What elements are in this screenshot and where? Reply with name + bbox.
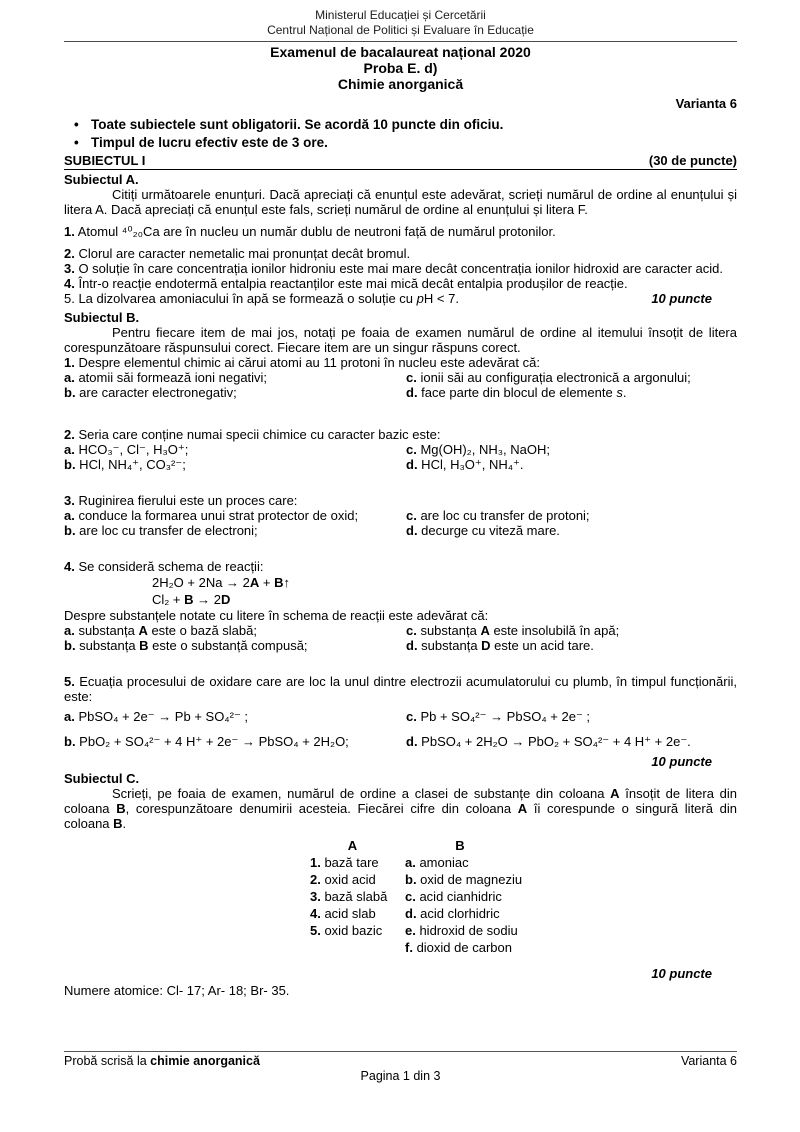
question-4-stem: 4. Se consideră schema de reacții:: [64, 559, 264, 574]
statement-5: 5. La dizolvarea amoniacului în apă se formează o soluție cu pH < 7.: [64, 291, 459, 306]
part-b-points: 10 puncte: [651, 754, 712, 769]
question-1-option-d: d. face parte din blocul de elemente s.: [406, 385, 627, 400]
probe-label: Proba E. d): [363, 60, 438, 76]
question-2-stem: 2. Seria care conține numai specii chimice cu caracter bazic este:: [64, 427, 441, 442]
footer-left: Probă scrisă la chimie anorganică: [64, 1054, 260, 1068]
center-name: Centrul Național de Politici și Evaluare în Educație: [267, 23, 534, 37]
section-1-title: SUBIECTUL I: [64, 153, 146, 168]
page-footer: [64, 1051, 737, 1084]
question-5-option-a: a. PbSO₄ + 2e⁻ → Pb + SO₄²⁻ ;: [64, 709, 249, 724]
match-column-a-header: A: [347, 838, 358, 853]
question-1-stem: 1. Despre elementul chimic ai cărui atomi au 11 protoni în nucleu este adevărat că:: [64, 355, 540, 370]
match-a-item-1: 1. bază tare: [310, 855, 379, 870]
question-1-option-c: c. ionii săi au configurația electronică a argonului;: [406, 370, 691, 385]
question-4-option-b: b. substanța B este o substanță compusă;: [64, 638, 308, 653]
footer-variant: Varianta 6: [680, 1054, 737, 1068]
match-column-b-header: B: [455, 838, 465, 853]
match-table: [310, 837, 737, 956]
part-b-intro: Pentru fiecare item de mai jos, notați pe foaia de examen numărul de ordine al itemului însoțit de litera corespunzătoare răspunsului corect. Fiecare item are un singur răspuns corect.: [64, 325, 737, 355]
question-5: [64, 674, 737, 769]
instruction-bullet-2: • Timpul de lucru efectiv este de 3 ore.: [64, 134, 737, 152]
question-2-option-b: b. HCl, NH₄⁺, CO₃²⁻;: [64, 457, 186, 472]
question-3-options: [64, 508, 737, 538]
match-b-item-f: f. dioxid de carbon: [405, 940, 512, 955]
part-b-title: Subiectul B.: [64, 310, 140, 325]
question-5-option-d: d. PbSO₄ + 2H₂O → PbO₂ + SO₄²⁻ + 4 H⁺ + 2e⁻.: [406, 734, 691, 749]
general-instructions: [64, 116, 737, 152]
question-5-options: [64, 704, 737, 754]
match-a-item-5: 5. oxid bazic: [310, 923, 383, 938]
statement-5-row: [64, 291, 737, 306]
question-2-option-a: a. HCO₃⁻, Cl⁻, H₃O⁺;: [64, 442, 189, 457]
question-3-option-d: d. decurge cu viteză mare.: [406, 523, 560, 538]
match-column-a: [310, 837, 405, 956]
ministry-name: Ministerul Educației și Cercetării: [315, 8, 486, 22]
part-c-points: 10 puncte: [651, 966, 712, 981]
question-2: [64, 427, 737, 472]
question-3-option-a: a. conduce la formarea unui strat protector de oxid;: [64, 508, 359, 523]
match-b-item-a: a. amoniac: [405, 855, 469, 870]
statement-1: 1. Atomul ⁴⁰₂₀Ca are în nucleu un număr dublu de neutroni față de numărul protonilor.: [64, 224, 556, 239]
question-5-option-c: c. Pb + SO₄²⁻ → PbSO₄ + 2e⁻ ;: [406, 709, 591, 724]
question-4: [64, 559, 737, 653]
section-1-points: (30 de puncte): [648, 153, 737, 168]
match-b-item-c: c. acid cianhidric: [405, 889, 502, 904]
part-c-points-row: [64, 966, 737, 981]
question-4-option-a: a. substanța A este o bază slabă;: [64, 623, 257, 638]
question-1-option-a: a. atomii săi formează ioni negativi;: [64, 370, 268, 385]
footer-page-number: Pagina 1 din 3: [360, 1069, 441, 1083]
match-a-item-3: 3. bază slabă: [310, 889, 388, 904]
question-3-option-b: b. are loc cu transfer de electroni;: [64, 523, 258, 538]
match-a-item-4: 4. acid slab: [310, 906, 376, 921]
question-1-options: [64, 370, 737, 400]
question-2-option-c: c. Mg(OH)₂, NH₃, NaOH;: [406, 442, 550, 457]
exam-title: Examenul de bacalaureat național 2020: [270, 44, 531, 60]
question-2-option-d: d. HCl, H₃O⁺, NH₄⁺.: [406, 457, 524, 472]
part-a-points: 10 puncte: [651, 291, 712, 306]
question-1: [64, 355, 737, 400]
match-b-item-b: b. oxid de magneziu: [405, 872, 523, 887]
question-3-option-c: c. are loc cu transfer de protoni;: [406, 508, 590, 523]
question-4-note: Despre substanțele notate cu litere în schema de reacții este adevărat că:: [64, 608, 489, 623]
reaction-equation-1: 2H₂O + 2Na → 2A + B↑: [152, 575, 291, 590]
part-a-intro: Citiți următoarele enunțuri. Dacă apreciați că enunțul este adevărat, scrieți numărul de ordine al enunțului și litera A. Dacă apreciați că enunțul este fals, scrieți numărul de ordine al enunțului și litera F.: [64, 187, 737, 217]
match-a-item-2: 2. oxid acid: [310, 872, 376, 887]
section-1-header: [64, 153, 737, 170]
part-c-title: Subiectul C.: [64, 771, 140, 786]
part-a-title: Subiectul A.: [64, 172, 139, 187]
match-b-item-e: e. hidroxid de sodiu: [405, 923, 518, 938]
footer-divider: [64, 1051, 737, 1052]
question-4-option-c: c. substanța A este insolubilă în apă;: [406, 623, 620, 638]
variant-label: Varianta 6: [675, 96, 737, 111]
question-5-option-b: b. PbO₂ + SO₄²⁻ + 4 H⁺ + 2e⁻ → PbSO₄ + 2H₂O;: [64, 734, 349, 749]
question-5-stem: 5. Ecuația procesului de oxidare care are loc la unul dintre electrozii acumulatorului cu plumb, în timpul funcționării, este:: [64, 674, 737, 704]
match-column-b: [405, 837, 565, 956]
part-c-intro: Scrieți, pe foaia de examen, numărul de ordine a clasei de substanțe din coloana A însoțit de litera din coloana B, corespunzătoare denumirii acesteia. Fiecărei cifre din coloana A îi corespunde o singură literă din coloana B.: [64, 786, 738, 831]
atomic-numbers: Numere atomice: Cl- 17; Ar- 18; Br- 35.: [64, 983, 290, 998]
question-3-stem: 3. Ruginirea fierului este un proces care:: [64, 493, 298, 508]
question-2-options: [64, 442, 737, 472]
part-b-points-row: [64, 754, 737, 769]
reaction-equation-2: Cl₂ + B → 2D: [152, 592, 231, 607]
question-3: [64, 493, 737, 538]
statement-3: 3. O soluție în care concentrația ionilor hidroniu este mai mare decât concentrația ionilor hidroxid are caracter acid.: [64, 261, 724, 276]
statement-2: 2. Clorul are caracter nemetalic mai pronunțat decât bromul.: [64, 246, 411, 261]
subject-label: Chimie anorganică: [337, 76, 464, 92]
statement-4: 4. Într-o reacție endotermă entalpia reactanților este mai mică decât entalpia produșilor de reacție.: [64, 276, 628, 291]
header-divider: [64, 41, 737, 42]
instruction-bullet-1: • Toate subiectele sunt obligatorii. Se acordă 10 puncte din oficiu.: [64, 116, 737, 134]
question-4-options: [64, 623, 737, 653]
question-1-option-b: b. are caracter electronegativ;: [64, 385, 237, 400]
match-b-item-d: d. acid clorhidric: [405, 906, 500, 921]
question-4-option-d: d. substanța D este un acid tare.: [406, 638, 594, 653]
